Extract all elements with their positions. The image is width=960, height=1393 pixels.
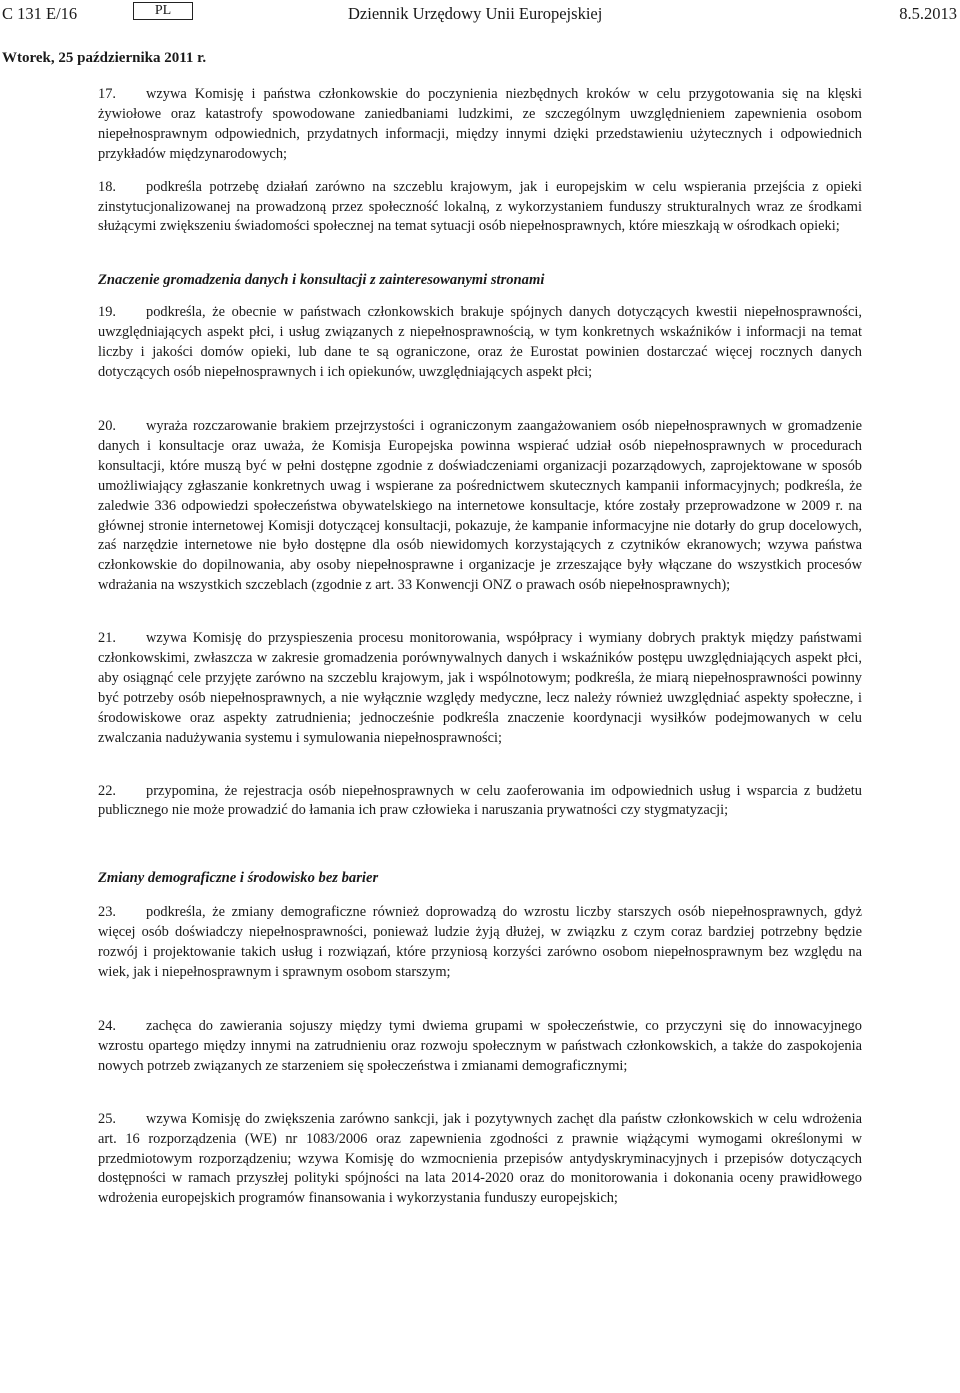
paragraph-21 (98, 629, 862, 748)
paragraph-22 (98, 782, 862, 822)
paragraph-text: wzywa Komisję do przyspieszenia procesu monitorowania, współpracy i wymiany dobrych praktyk między państwami członkowskimi, zwłaszcza w zakresie gromadzenia porównywalnych danych i wskaźników postępu uwzględniających aspekt płci, aby osiągnąć cele przyjęte zarówno na szczeblu krajowym, jak i wspólnotowym; podkreśla, że miarą niepełnosprawności powinny być potrzeby osób niepełnosprawnych, a nie wyłącznie względy medyczne, lecz należy również uwzględniać aspekty społeczne, i środowiskowe oraz aspekty zatrudnienia; jednocześnie podkreśla znaczenie koordynacji wysiłków podejmowanych w celu zwalczania nadużywania systemu i symulowania niepełnosprawności; (98, 630, 862, 746)
paragraph-text: podkreśla, że obecnie w państwach członkowskich brakuje spójnych danych dotyczących kwestii niepełnosprawności, uwzględniających aspekt płci, i usług związanych z niepełnosprawnością, w tym konkretnych wskaźników i informacji na temat liczby i jakości domów opieki, lub dane te są ograniczone, oraz że Eurostat powinien dostarczać więcej rocznych danych dotyczących osób niepełnosprawnych i ich opiekunów, uwzględniających aspekt płci; (98, 304, 862, 381)
paragraph-number: 22. (98, 782, 116, 799)
paragraph-number: 25. (98, 1110, 116, 1127)
paragraph-text: podkreśla, że zmiany demograficzne również doprowadzą do wzrostu liczby starszych osób niepełnosprawnych, gdyż więcej osób doświadczy niepełnosprawności, ponieważ ludzie żyją dłużej, w związku z czym coraz bardziej potrzebny będzie rozwój i projektowanie takich usług i rozwiązań, które przyniosą korzyści zarówno osobom niepełnosprawnym bez względu na wiek, jak i niepełnosprawnym i sprawnym osobom starszym; (98, 904, 862, 981)
paragraph-24 (98, 1017, 862, 1077)
paragraph-number: 20. (98, 417, 116, 434)
paragraph-text: podkreśla potrzebę działań zarówno na szczeblu krajowym, jak i europejskim w celu wspierania przejścia z opieki zinstytucjonalizowanej na prowadzoną przez społeczność lokalną, z wykorzystaniem funduszy strukturalnych wraz ze środkami służącymi zwiększeniu świadomości społecznej na temat sytuacji osób niepełnosprawnych, które mieszkają w ośrodkach opieki; (98, 178, 862, 235)
paragraph-17 (98, 85, 862, 165)
paragraph-number: 23. (98, 904, 116, 921)
paragraph-number: 21. (98, 630, 116, 647)
paragraph-text: wyraża rozczarowanie brakiem przejrzystości i ograniczonym zaangażowaniem osób niepełnosprawnych w gromadzenie danych i konsultacje oraz uważa, że Komisja Europejska powinna wspierać udział osób niepełnosprawnych w procedurach konsultacji, które muszą być w pełni dostępne zgodnie z doświadczeniami organizacji pozarządowych, zaprojektowane w sposób umożliwiający zgłaszanie konkretnych uwag i wspierane za pośrednictwem skutecznych kampanii informacyjnych; podkreśla, że zaledwie 336 odpowiedzi społeczeństwa obywatelskiego na internetowe konsultacje, które zostały przeprowadzone w 2009 r. na głównej stronie internetowej Komisji dotyczącej konsultacji, pokazuje, że kampanie informacyjne nie dotarły do grup docelowych, zaś narzędzie internetowe nie było dostępne dla osób niewidomych korzystających z czytników ekranowych; wzywa państwa członkowskie do dopilnowania, aby osoby niepełnosprawne i organizacje je zrzeszające były włączane do wszystkich procesów wdrażania na wszystkich szczeblach (zgodnie z art. 33 Konwencji ONZ o prawach osób niepełnosprawnych); (98, 417, 862, 594)
section-heading-demographics: Zmiany demograficzne i środowisko bez barier (98, 870, 379, 887)
paragraph-19 (98, 303, 862, 383)
paragraph-text: zachęca do zawierania sojuszy między tymi dwiema grupami w społeczeństwie, co przyczyni się do innowacyjnego wzrostu opartego między innymi na zatrudnieniu oraz rozwoju społecznym w państwach członkowskich, a także do zaspokojenia nowych potrzeb związanych ze starzeniem się społeczeństwa i zmianami demograficznymi; (98, 1018, 862, 1074)
journal-reference: C 131 E/16 (2, 4, 78, 23)
language-badge: PL (133, 2, 193, 20)
paragraph-text: wzywa Komisję i państwa członkowskie do poczynienia niezbędnych kroków w celu przygotowania się na klęski żywiołowe oraz katastrofy spowodowane zaniedbaniami ludzkimi, ze szczególnym uwzględnieniem zapewnienia osobom niepełnosprawnym odpowiednich, przydatnych informacji, między innymi dzięki przedstawieniu użytecznych i odpowiednich przykładów międzynarodowych; (98, 86, 862, 162)
paragraph-text: przypomina, że rejestracja osób niepełnosprawnych w celu zaoferowania im odpowiednich usług i wsparcia z budżetu publicznego nie może prowadzić do łamania ich praw człowieka i naruszania prywatności czy stygmatyzacji; (98, 782, 862, 819)
paragraph-20 (98, 417, 862, 596)
journal-title: Dziennik Urzędowy Unii Europejskiej (348, 4, 603, 23)
paragraph-23 (98, 903, 862, 983)
paragraph-25 (98, 1110, 862, 1210)
publication-date: 8.5.2013 (899, 4, 957, 23)
paragraph-text: wzywa Komisję do zwiększenia zarówno sankcji, jak i pozytywnych zachęt dla państw członkowskich w celu wdrożenia art. 16 rozporządzenia (WE) nr 1083/2006 oraz zapewnienia zgodności z prawnie wiążącymi wymogami określonymi w przedmiotowym rozporządzeniu; wzywa Komisję do wzmocnienia przepisów antydyskryminacyjnych i przepisów dotyczących dostępności w ramach przyszłej polityki spójności na lata 2014-2020 oraz do monitorowania i dokonania oceny prawidłowego wdrożenia europejskich programów finansowania i wykorzystania funduszy europejskich; (98, 1110, 862, 1207)
paragraph-number: 17. (98, 86, 116, 102)
sitting-date: Wtorek, 25 października 2011 r. (2, 50, 207, 66)
paragraph-number: 19. (98, 304, 116, 321)
paragraph-number: 24. (98, 1018, 116, 1034)
section-heading-data-consultation: Znaczenie gromadzenia danych i konsultacji z zainteresowanymi stronami (98, 272, 545, 289)
paragraph-number: 18. (98, 178, 116, 195)
paragraph-18 (98, 178, 862, 238)
resolution-body (98, 85, 862, 1209)
